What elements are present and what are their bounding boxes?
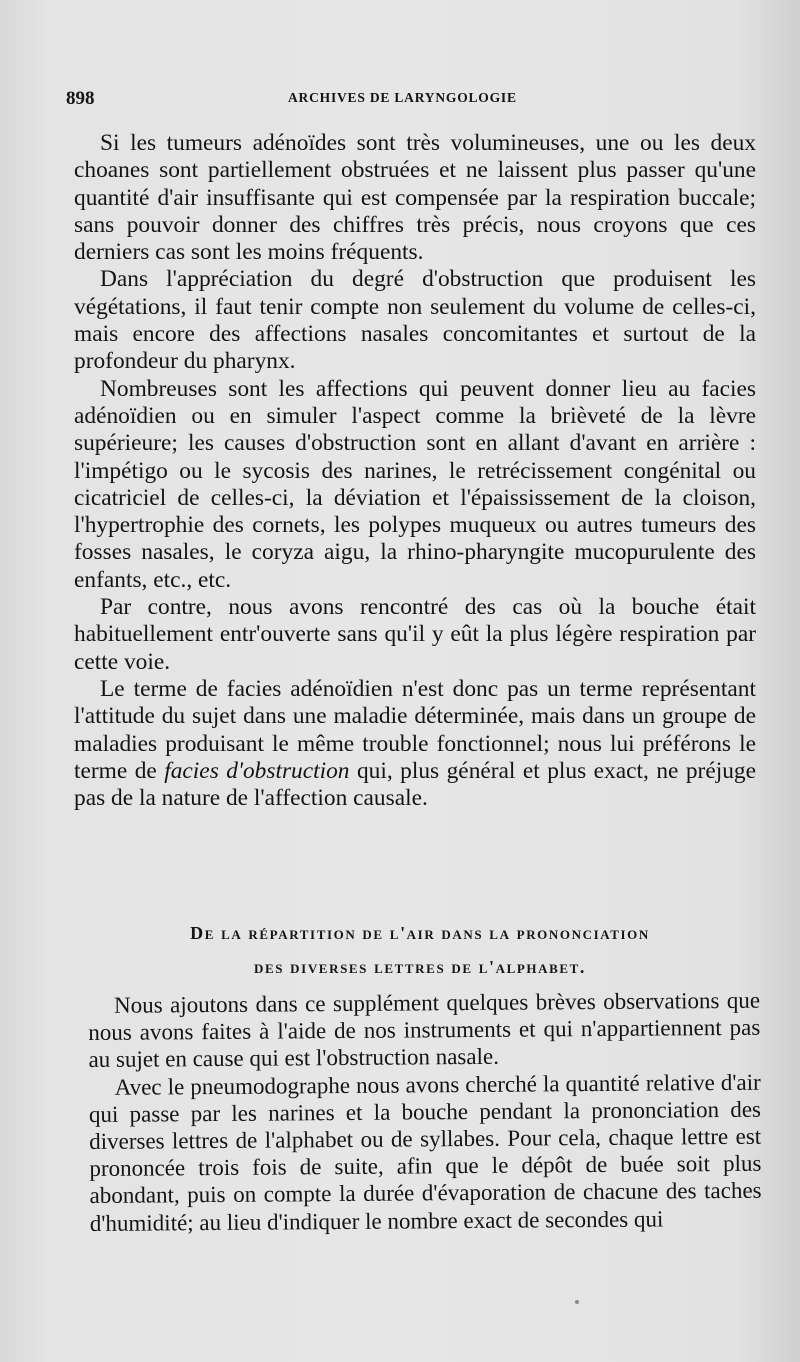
paragraph-open-mouth-cases: Par contre, nous avons rencontré des cas où la bouche était habituellement entr'ouverte sans qu'il y eût la plus légère respiration par cette voie. <box>74 594 756 675</box>
facies-term-text-after: qui, plus général et plus exact, ne préjuge pas de la nature de l'affection causale. <box>74 757 756 812</box>
body-text-section <box>88 987 762 1237</box>
facies-term-text-before: Le terme de facies adénoïdien n'est donc pas un terme représentant l'attitude du sujet dans une maladie déterminée, mais dans un groupe de maladies produisant le même trouble fonctionnel; nous lui préférons le terme de <box>74 675 756 784</box>
body-text-top <box>74 130 756 812</box>
page-header <box>66 88 756 112</box>
section-heading-line-2: des diverses lettres de l'alphabet. <box>253 957 587 977</box>
paragraph-supplement-intro: Nous ajoutons dans ce supplément quelques brèves observations que nous avons faites à l'aide de nos instruments et qui n'appartiennent pas au sujet en cause qui est l'obstruction nasale. <box>88 987 761 1073</box>
section-heading-line-1: De la répartition de l'air dans la prononciation <box>190 923 650 943</box>
paragraph-obstruction-degree: Dans l'appréciation du degré d'obstruction que produisent les végétations, il faut tenir compte non seulement du volume de celles-ci, mais encore des affections nasales concomitantes et surtout de la profondeur du pharynx. <box>74 266 756 375</box>
running-title: ARCHIVES DE LARYNGOLOGIE <box>288 90 517 105</box>
paragraph-pneumodograph-method: Avec le pneumodographe nous avons cherché la quantité relative d'air qui passe par les narines et la bouche pendant la prononciation des diverses lettres de l'alphabet ou de syllabes. Pour cela, chaque lettre est prononcée trois fois de suite, afin que le dépôt de buée soit plus abondant, puis on compte la durée d'évaporation de chacune des taches d'humidité; au lieu d'indiquer le nombre exact de secondes qui <box>88 1069 762 1236</box>
facies-obstruction-term: facies d'obstruction <box>164 757 350 784</box>
paragraph-related-affections: Nombreuses sont les affections qui peuvent donner lieu au facies adénoïdien ou en simuler l'aspect comme la brièveté de la lèvre supérieure; les causes d'obstruction sont en allant d'avant en arrière : l'impétigo ou le sycosis des narines, le retrécissement congénital ou cicatriciel de celles-ci, la déviation et l'épaississement de la cloison, l'hypertrophie des cornets, les polypes muqueux ou autres tumeurs des fosses nasales, le coryza aigu, la rhino-pharyngite mucopurulente des enfants, etc., etc. <box>74 375 756 593</box>
paper-speck <box>575 1300 579 1304</box>
paragraph-facies-term <box>74 676 756 812</box>
page-number: 898 <box>66 88 95 109</box>
paragraph-adenoid-tumors: Si les tumeurs adénoïdes sont très volumineuses, une ou les deux choanes sont partiellement obstruées et ne laissent plus passer qu'une quantité d'air insuffisante qui est compensée par la respiration buccale; sans pouvoir donner des chiffres très précis, nous croyons que ces derniers cas sont les moins fréquents. <box>74 130 756 266</box>
section-heading <box>100 916 740 984</box>
